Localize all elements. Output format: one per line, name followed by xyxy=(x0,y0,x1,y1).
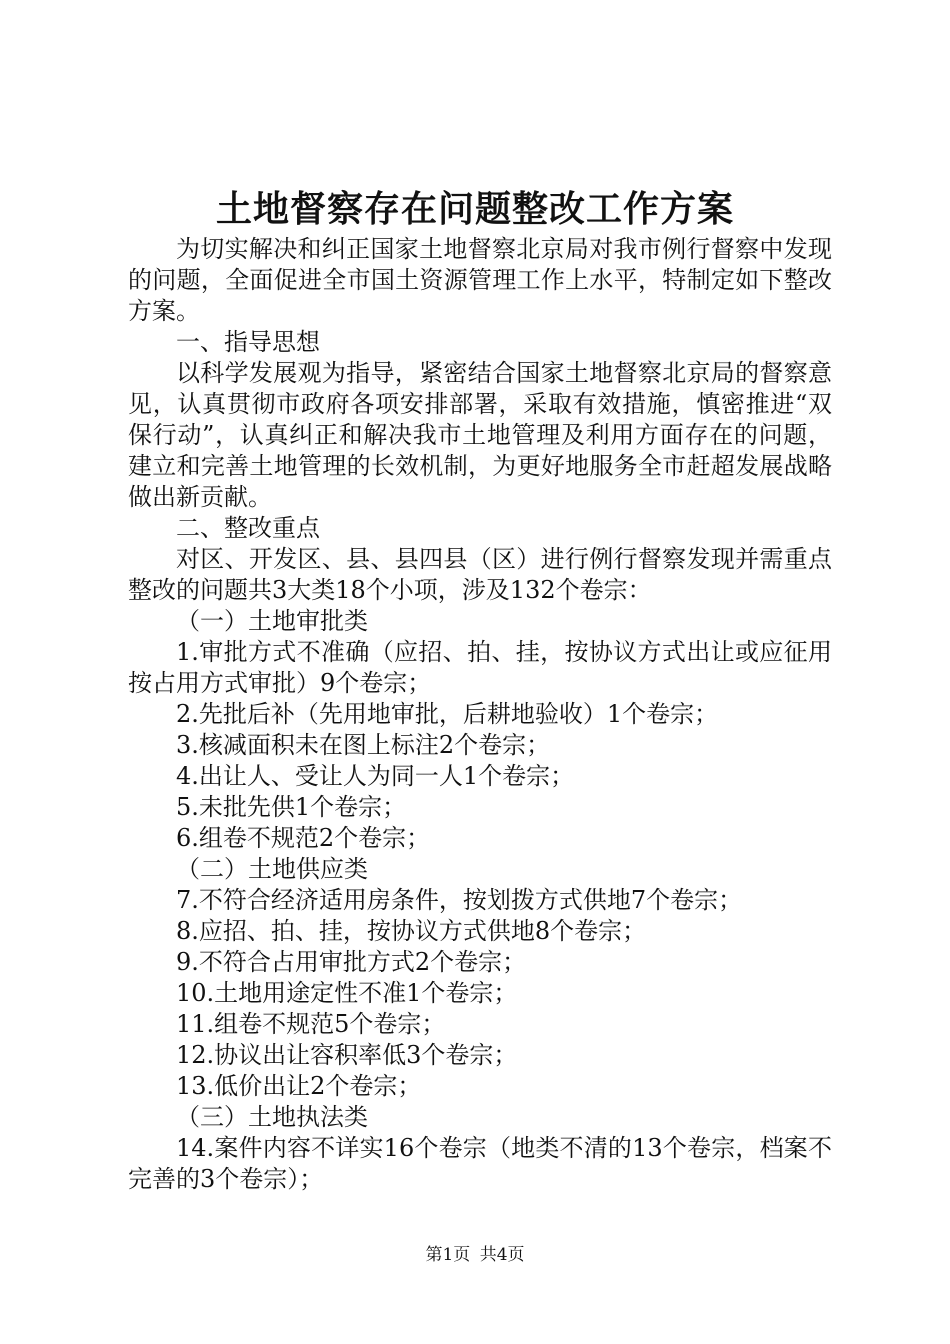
list-item: 13.低价出让2个卷宗； xyxy=(176,1072,422,1100)
page-total: 共4页 xyxy=(479,1245,525,1265)
list-item: 8.应招、拍、挂，按协议方式供地8个卷宗； xyxy=(176,917,647,945)
guiding-thought-paragraph: 以科学发展观为指导，紧密结合国家土地督察北京局的督察意见，认真贯彻市政府各项安排部署，采取有效措施，慎密推进“双保行动”，认真纠正和解决我市土地管理及利用方面存在的问题，建立和完善土地管理的长效机制，为更好地服务全市赶超发展战略做出新贡献。 xyxy=(128,359,832,511)
section-heading-rectification-focus: 二、整改重点 xyxy=(176,514,320,542)
rectification-summary-paragraph: 对区、开发区、县、县四县（区）进行例行督察发现并需重点整改的问题共3大类18个小项，涉及132个卷宗： xyxy=(128,545,832,604)
section-heading-guiding-thought: 一、指导思想 xyxy=(176,328,320,356)
list-item: 11.组卷不规范5个卷宗； xyxy=(176,1010,446,1038)
list-item: 2.先批后补（先用地审批，后耕地验收）1个卷宗； xyxy=(176,700,719,728)
list-item: 14.案件内容不详实16个卷宗（地类不清的13个卷宗，档案不完善的3个卷宗）； xyxy=(128,1134,832,1193)
category-heading-land-approval: （一）土地审批类 xyxy=(176,607,368,635)
category-heading-land-enforcement: （三）土地执法类 xyxy=(176,1103,368,1131)
list-item: 5.未批先供1个卷宗； xyxy=(176,793,407,821)
list-item: 3.核减面积未在图上标注2个卷宗； xyxy=(176,731,551,759)
list-item: 4.出让人、受让人为同一人1个卷宗； xyxy=(176,762,575,790)
list-item: 12.协议出让容积率低3个卷宗； xyxy=(176,1041,518,1069)
page-number: 第1页 xyxy=(425,1245,471,1265)
list-item: 6.组卷不规范2个卷宗； xyxy=(176,824,431,852)
category-heading-land-supply: （二）土地供应类 xyxy=(176,855,368,883)
list-item: 1.审批方式不准确（应招、拍、挂，按协议方式出让或应征用按占用方式审批）9个卷宗； xyxy=(128,638,832,697)
document-title: 土地督察存在问题整改工作方案 xyxy=(215,188,734,230)
list-item: 10.土地用途定性不准1个卷宗； xyxy=(176,979,518,1007)
intro-paragraph: 为切实解决和纠正国家土地督察北京局对我市例行督察中发现的问题，全面促进全市国土资源管理工作上水平，特制定如下整改方案。 xyxy=(128,235,832,325)
list-item: 7.不符合经济适用房条件，按划拨方式供地7个卷宗； xyxy=(176,886,743,914)
page-footer xyxy=(0,1244,950,1266)
document-body xyxy=(128,234,832,1195)
list-item: 9.不符合占用审批方式2个卷宗； xyxy=(176,948,527,976)
